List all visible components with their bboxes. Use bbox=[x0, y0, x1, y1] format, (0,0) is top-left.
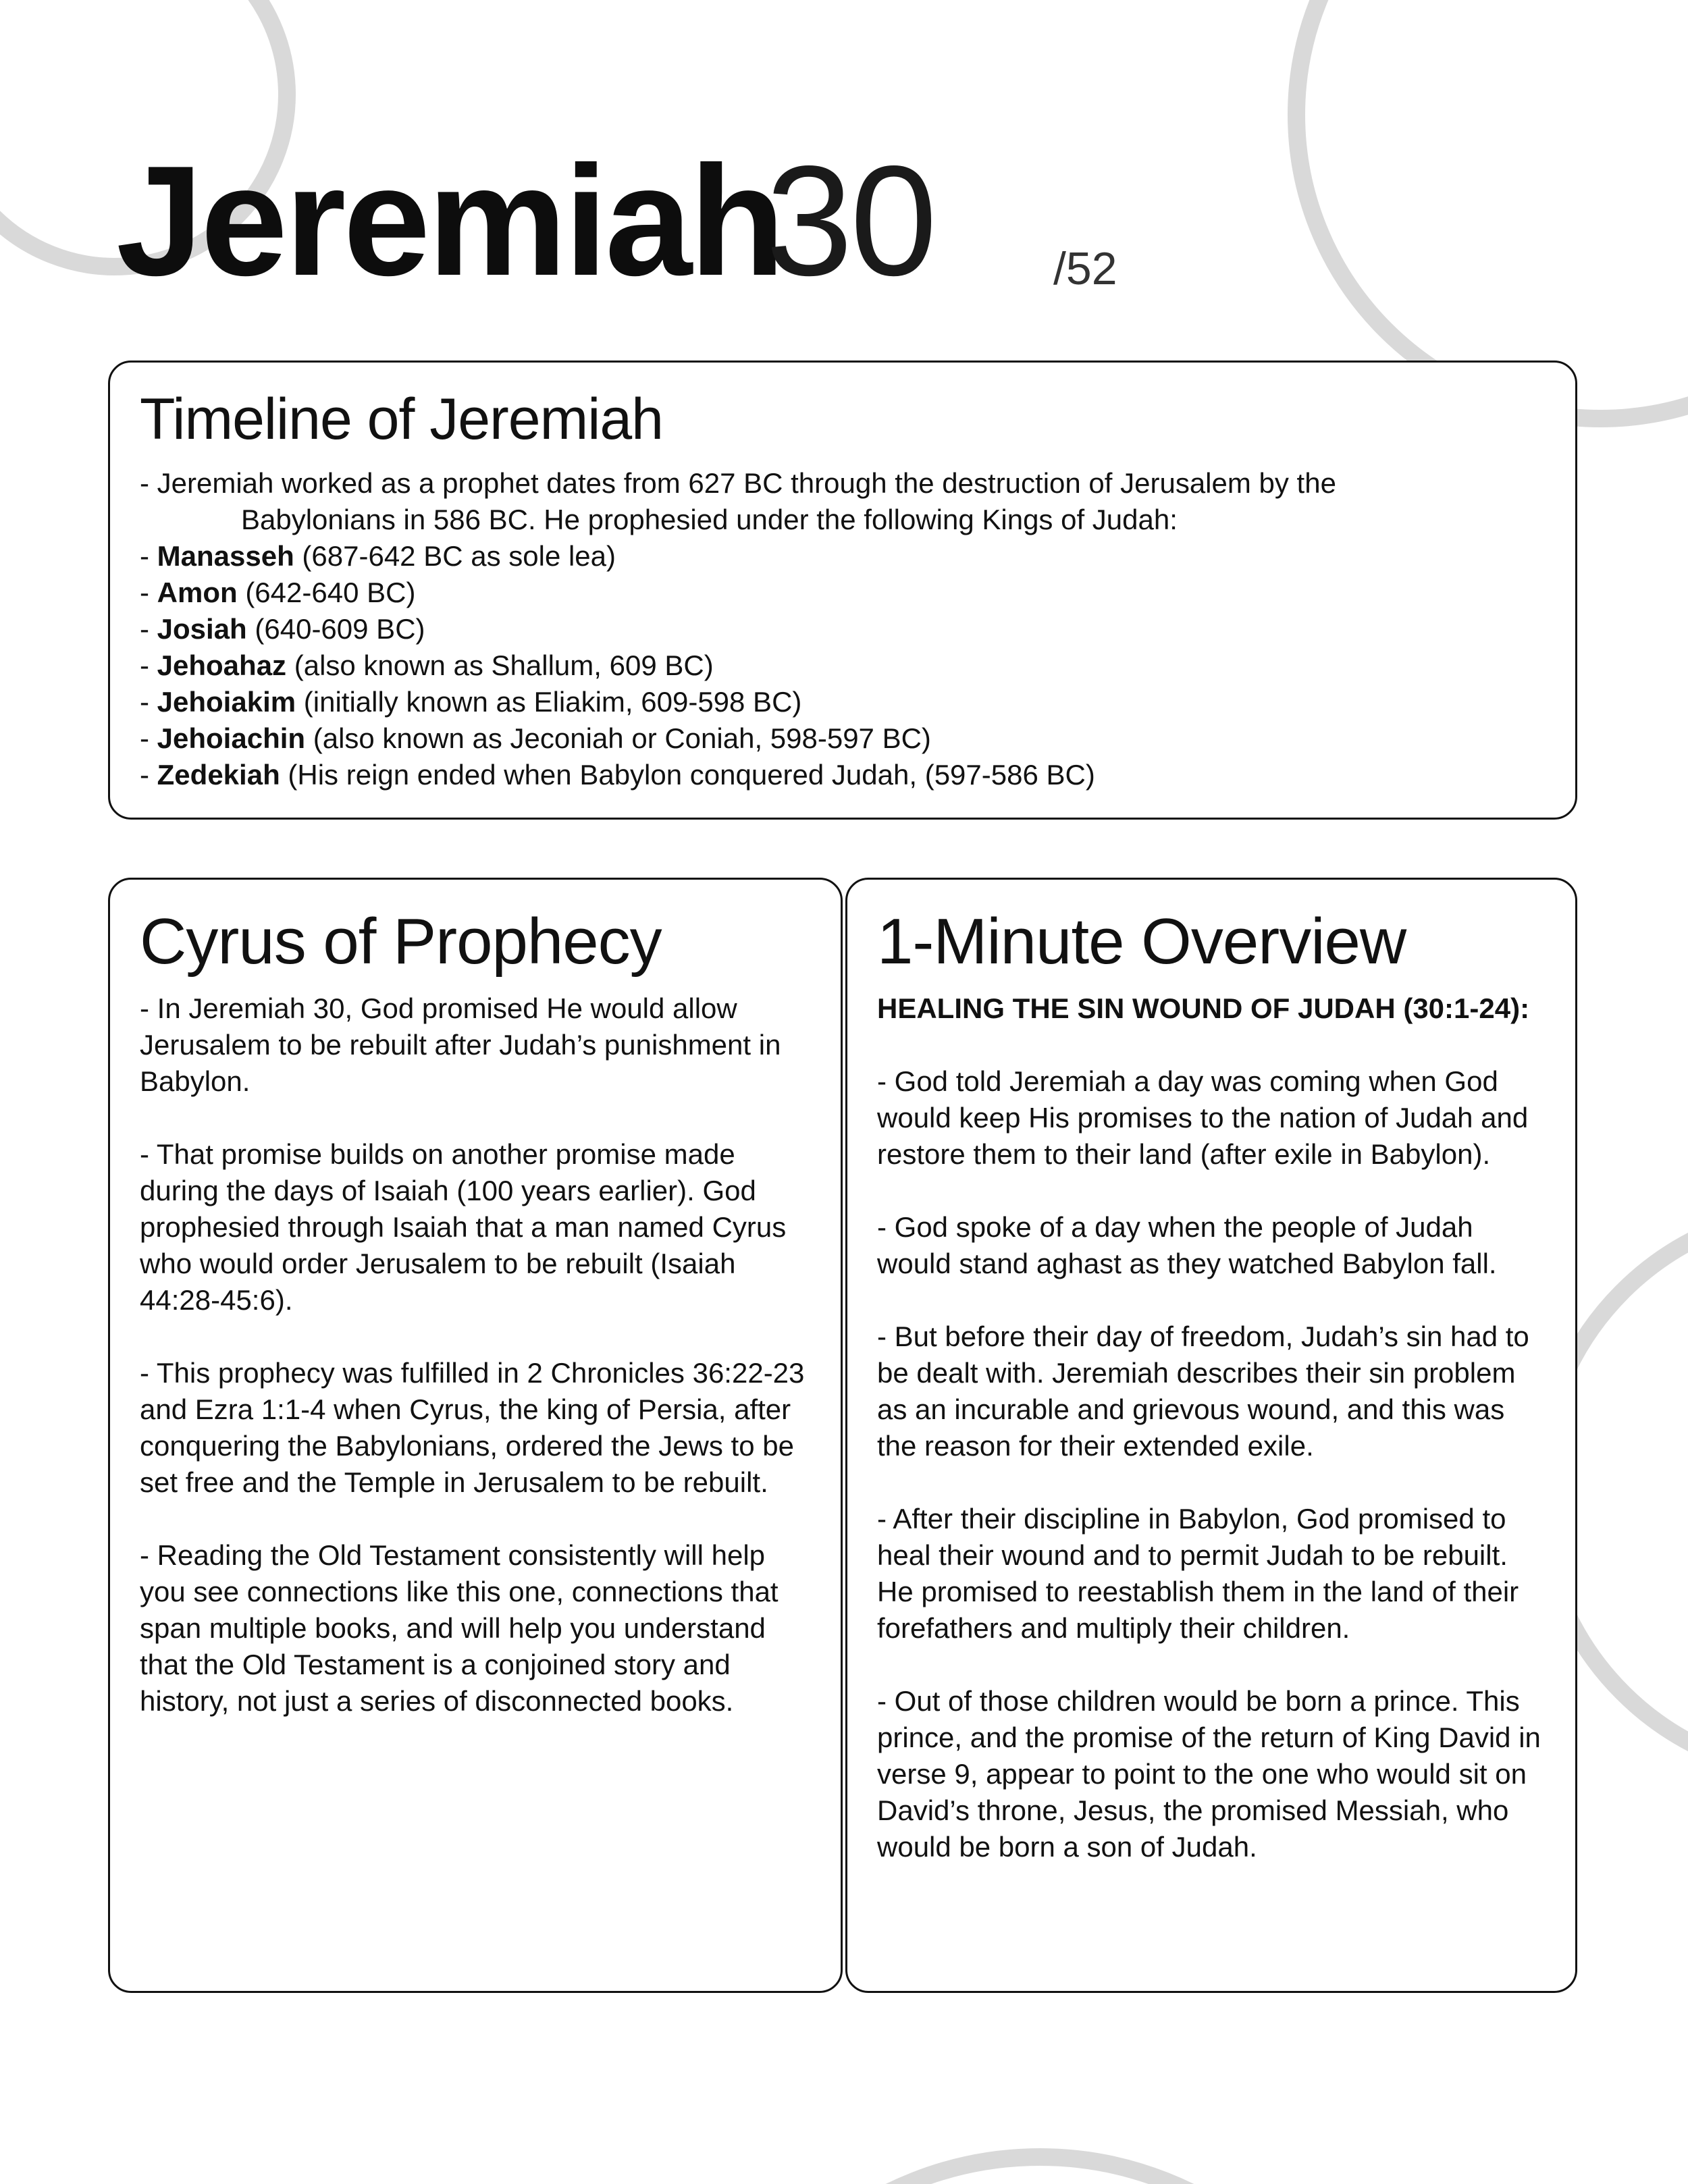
king-name: Amon bbox=[157, 577, 238, 608]
overview-box bbox=[845, 878, 1577, 1993]
king-item: - Josiah (640-609 BC) bbox=[140, 613, 425, 645]
overview-heading: 1-Minute Overview bbox=[877, 905, 1406, 978]
overview-paragraph: - God told Jeremiah a day was coming when God would keep His promises to the nation of Judah and restore them to their land (after exile in Babylon). bbox=[877, 1065, 1529, 1170]
cyrus-paragraph: - This prophecy was fulfilled in 2 Chronicles 36:22-23 and Ezra 1:1-4 when Cyrus, the king of Persia, after conquering the Babylonians, ordered the Jews to be set free and the Temple in Jerusalem to be rebuilt. bbox=[140, 1357, 805, 1498]
book-title: Jeremiah bbox=[116, 134, 783, 309]
overview-subheading: HEALING THE SIN WOUND OF JUDAH (30:1-24): bbox=[877, 992, 1530, 1024]
overview-paragraph: - Out of those children would be born a prince. This prince, and the promise of the return of King David in verse 9, appear to point to the one who would sit on David’s throne, Jesus, the promised Messiah, who would be born a son of Judah. bbox=[877, 1685, 1541, 1863]
cyrus-heading: Cyrus of Prophecy bbox=[140, 905, 662, 978]
timeline-heading: Timeline of Jeremiah bbox=[140, 387, 663, 452]
king-name: Josiah bbox=[157, 613, 247, 645]
king-item: - Jehoahaz (also known as Shallum, 609 BC) bbox=[140, 649, 714, 681]
king-name: Manasseh bbox=[157, 540, 294, 572]
king-name: Jehoahaz bbox=[157, 649, 287, 681]
king-name: Jehoiachin bbox=[157, 722, 306, 754]
king-item: - Jehoiakim (initially known as Eliakim, 609-598 BC) bbox=[140, 686, 802, 718]
ring-bottom bbox=[699, 2157, 1381, 2184]
overview-paragraph: - God spoke of a day when the people of Judah would stand aghast as they watched Babylon fall. bbox=[877, 1211, 1497, 1279]
cyrus-paragraph: - That promise builds on another promise made during the days of Isaiah (100 years earlier). God prophesied through Isaiah that a man named Cyrus who would order Jerusalem to be rebuilt (Isaiah 44:28-45:6). bbox=[140, 1138, 787, 1316]
ring-top-right bbox=[1296, 0, 1688, 419]
cyrus-paragraph: - Reading the Old Testament consistently will help you see connections like this one, connections that span multiple books, and will help you understand that the Old Testament is a conjoined story and history, not just a series of disconnected books. bbox=[140, 1539, 779, 1717]
timeline-intro-line-2: Babylonians in 586 BC. He prophesied under the following Kings of Judah: bbox=[241, 504, 1178, 535]
cyrus-paragraph: - In Jeremiah 30, God promised He would allow Jerusalem to be rebuilt after Judah’s punishment in Babylon. bbox=[140, 992, 781, 1097]
king-item: - Amon (642-640 BC) bbox=[140, 577, 416, 608]
overview-paragraph: - After their discipline in Babylon, God promised to heal their wound and to permit Judah to be rebuilt. He promised to reestablish them in the land of their forefathers and multiply their children. bbox=[877, 1503, 1519, 1644]
timeline-box bbox=[108, 361, 1577, 820]
chapter-total: /52 bbox=[1053, 243, 1117, 294]
king-name: Jehoiakim bbox=[157, 686, 296, 718]
king-item: - Manasseh (687-642 BC as sole lea) bbox=[140, 540, 616, 572]
king-name: Zedekiah bbox=[157, 759, 280, 791]
king-item: - Jehoiachin (also known as Jeconiah or Coniah, 598-597 BC) bbox=[140, 722, 931, 754]
chapter-number: 30 bbox=[766, 134, 935, 309]
king-item: - Zedekiah (His reign ended when Babylon conquered Judah, (597-586 BC) bbox=[140, 759, 1095, 791]
overview-paragraph: - But before their day of freedom, Judah’s sin had to be dealt with. Jeremiah describes their sin problem as an incurable and grievous wound, and this was the reason for their extended exile. bbox=[877, 1321, 1529, 1462]
cyrus-box bbox=[108, 878, 843, 1993]
timeline-intro-line-1: - Jeremiah worked as a prophet dates from 627 BC through the destruction of Jerusalem by the bbox=[140, 467, 1336, 499]
